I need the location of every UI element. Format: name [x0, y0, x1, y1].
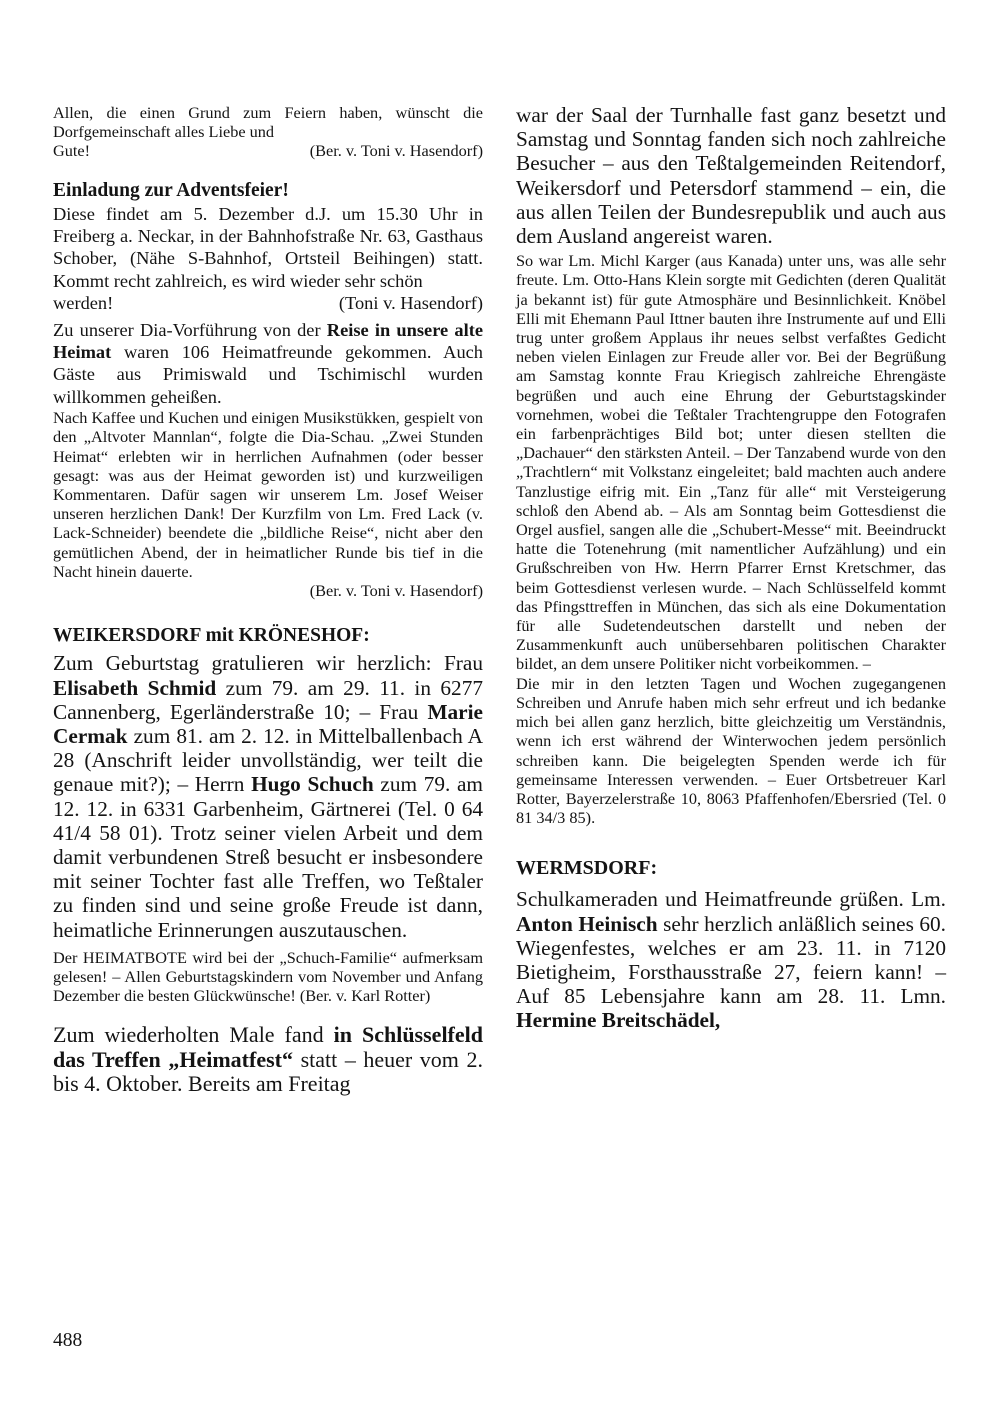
wermsdorf-name-breitschaedel: Hermine Breitschädel, [516, 1008, 721, 1033]
advent-signature: (Toni v. Hasendorf) [338, 293, 483, 314]
saal-text: war der Saal der Turnhalle fast ganz besetzt und Samstag und Sonntag fanden sich noch zahlreiche Besucher – aus den Teßtalgemeinden Reitendorf, Weikersdorf und Petersdorf stammend – ein, die aus allen Teilen der Bundesrepublik und auch aus dem Ausland angereist waren. [516, 103, 946, 249]
page-number: 488 [53, 1330, 83, 1351]
dia-paragraph [53, 319, 483, 409]
dia-text-a: Zu unserer Dia-Vorführung von der [53, 319, 321, 340]
greeting-text: Allen, die einen Grund zum Feiern haben, wünscht die Dorfgemeinschaft alles Liebe und [53, 103, 483, 142]
left-column [53, 103, 483, 1097]
wermsdorf-text-2: sehr herzlich anläßlich seines 60. Wiegenfestes, welches er am 23. 11. in 7120 Bietigheim, Forsthausstraße 27, feiern kann! – Auf 85 Lebensjahre kann am 28. 11. Lmn. [516, 911, 946, 1009]
wermsdorf-paragraph [516, 887, 946, 1032]
schluesselfeld-text-bold: in Schlüsselfeld das Treffen „Heimatfest“ [53, 1022, 483, 1072]
birthday-text-1: Zum Geburtstag gratulieren wir herzlich: Frau [53, 651, 483, 676]
weikersdorf-heading: WEIKERSDORF mit KRÖNESHOF: [53, 625, 370, 647]
advent-last-word: werden! [53, 293, 114, 314]
rotter-text: Die mir in den letzten Tagen und Wochen zugegangenen Schreiben und Anrufe haben mich sehr erfreut und ich bedanke mich bei allen ganz herzlich, bitte gleichzeitig um Verständnis, wenn ich erst während der Winterwochen jedem persönlich schreiben kann. Die beigelegten Spenden werde ich für gemeinsame Interessen verwenden. – Euer Ortsbetreuer Karl Rotter, Bayerzelerstraße 10, 8063 Pfaffenhofen/Ebersried (Tel. 0 81 34/3 85). [516, 673, 946, 828]
birthday-name-schuch: Hugo Schuch [251, 772, 374, 797]
schluesselfeld-paragraph [53, 1023, 483, 1097]
birthday-paragraph [53, 651, 483, 941]
greeting-signature: (Ber. v. Toni v. Hasendorf) [309, 141, 483, 161]
schluesselfeld-text-2: statt – heuer vom 2. bis 4. Oktober. Bereits am Freitag [53, 1046, 483, 1097]
advent-heading: Einladung zur Adventsfeier! [53, 179, 289, 201]
wermsdorf-text-1: Schulkameraden und Heimatfreunde grüßen. Lm. [516, 887, 946, 912]
birthday-text-4: zum 79. am 12. 12. in 6331 Garbenheim, Gärtnerei (Tel. 0 64 41/4 58 01). Trotz seiner vielen Arbeit und dem damit verbundenen Streß besucht er insbesondere mit seiner Tochter fast alle Treffen, wo Teßtaler zu finden sind und seine große Freude ist dann, heimatliche Erinnerungen auszutauschen. [53, 772, 483, 942]
birthday-text-3: zum 81. am 2. 12. in Mittelballenbach A 28 (Anschrift leider unvollständig, wer teilt die genaue mit?); – Herrn [53, 723, 483, 797]
greeting-paragraph [53, 103, 483, 161]
birthday-name-cermak: Marie Cermak [53, 699, 484, 748]
birthday-name-schmid: Elisabeth Schmid [53, 675, 217, 700]
dia-text-c: waren 106 Heimatfreunde gekommen. Auch Gäste aus Primiswald und Tschimischl wurden willkommen geheißen. [53, 342, 484, 407]
birthday-text-2: zum 79. am 29. 11. in 6277 Cannenberg, Egerländerstraße 10; – Frau [53, 675, 483, 724]
right-column [516, 103, 946, 1033]
dia-text-bold: Reise in unsere alte Heimat [53, 319, 483, 363]
greeting-last-line [53, 141, 483, 160]
heimatbote-text: Der HEIMATBOTE wird bei der „Schuch-Familie“ aufmerksam gelesen! – Allen Geburtstagskindern vom November und Anfang Dezember die besten Glückwünsche! (Ber. v. Karl Rotter) [53, 947, 483, 1006]
dia-detail-text: Nach Kaffee und Kuchen und einigen Musikstükken, gespielt von den „Altvoter Mannlan“, folgte die Dia-Schau. „Zwei Stunden Heimat“ erlebten wir in herrlichen Aufnahmen (oder besser gesagt: was aus der Heimat geworden ist) und kurzweiligen Kommentaren. Dafür sagen wir unserem Lm. Josef Weiser unseren herzlichen Dank! Der Kurzfilm von Lm. Fred Lack (v. Lack-Schneider) beendete die „bildliche Reise“, nicht aber den gemütlichen Abend, der in heimatlicher Runde bis tief in die Nacht hinein dauerte. [53, 408, 483, 581]
schluesselfeld-text-1: Zum wiederholten Male fand [53, 1022, 324, 1048]
greeting-last-word: Gute! [53, 141, 91, 161]
advent-text: Diese findet am 5. Dezember d.J. um 15.30 Uhr in Freiberg a. Neckar, in der Bahnhofstraße Nr. 63, Gasthaus Schober, (Nähe S-Bahnhof, Ortsteil Beihingen) statt. Kommt recht zahlreich, es wird wieder sehr schön [53, 203, 483, 291]
wermsdorf-name-heinisch: Anton Heinisch [516, 911, 658, 936]
karger-text: So war Lm. Michl Karger (aus Kanada) unter uns, was alle sehr freute. Lm. Otto-Hans Klein sorgte mit Gedichten (deren Qualität ja bekannt ist) für gute Atmosphäre und Besinnlichkeit. Knöbel Elli mit Ehemann Paul Ittner bauten ihre Instrumente auf und Elli trug unter großem Applaus ihr neues selbst verfaßtes Gedicht neben vielen Einlagen zur Freude aller vor. Bei der Begrüßung am Samstag konnte Frau Kriegisch zahlreiche Ehrengäste begrüßen und auch eine Ehrung der Geburtstagskinder vornehmen, wobei die Teßtaler Trachtengruppe den Fotografen ein farbenprächtiges Bild bot; unter diesen stellten die „Dachauer“ den stärksten Anteil. – Der Tanzabend wurde von den „Trachtlern“ mit Volkstanz eingeleitet; bald machten auch andere Tanzlustige eifrig mit. Ein „Tanz für alle“ mit Versteigerung schloß den Abend ab. – Als am Sonntag beim Gottesdienst die Orgel ausfiel, sangen alle die „Schubert-Messe“ mit. Beeindruckt hatte die Totenehrung (mit namentlicher Aufzählung) und ein Grußschreiben von Hw. Herrn Pfarrer Ernst Kretschmer, das beim Gottesdienst verlesen wurde. – Nach Schlüsselfeld kommt das Pfingsttreffen in München, das sich als eine Dokumentation für alle Sudetendeutschen darstellt und neben der Zusammenkunft auch unübersehbaren politischen Charakter bildet, an dem unsere Politiker nicht vorbeikommen. – [516, 251, 946, 674]
advent-last-line [53, 292, 483, 314]
wermsdorf-heading: WERMSDORF: [516, 857, 658, 880]
dia-signature: (Ber. v. Toni v. Hasendorf) [309, 581, 483, 601]
